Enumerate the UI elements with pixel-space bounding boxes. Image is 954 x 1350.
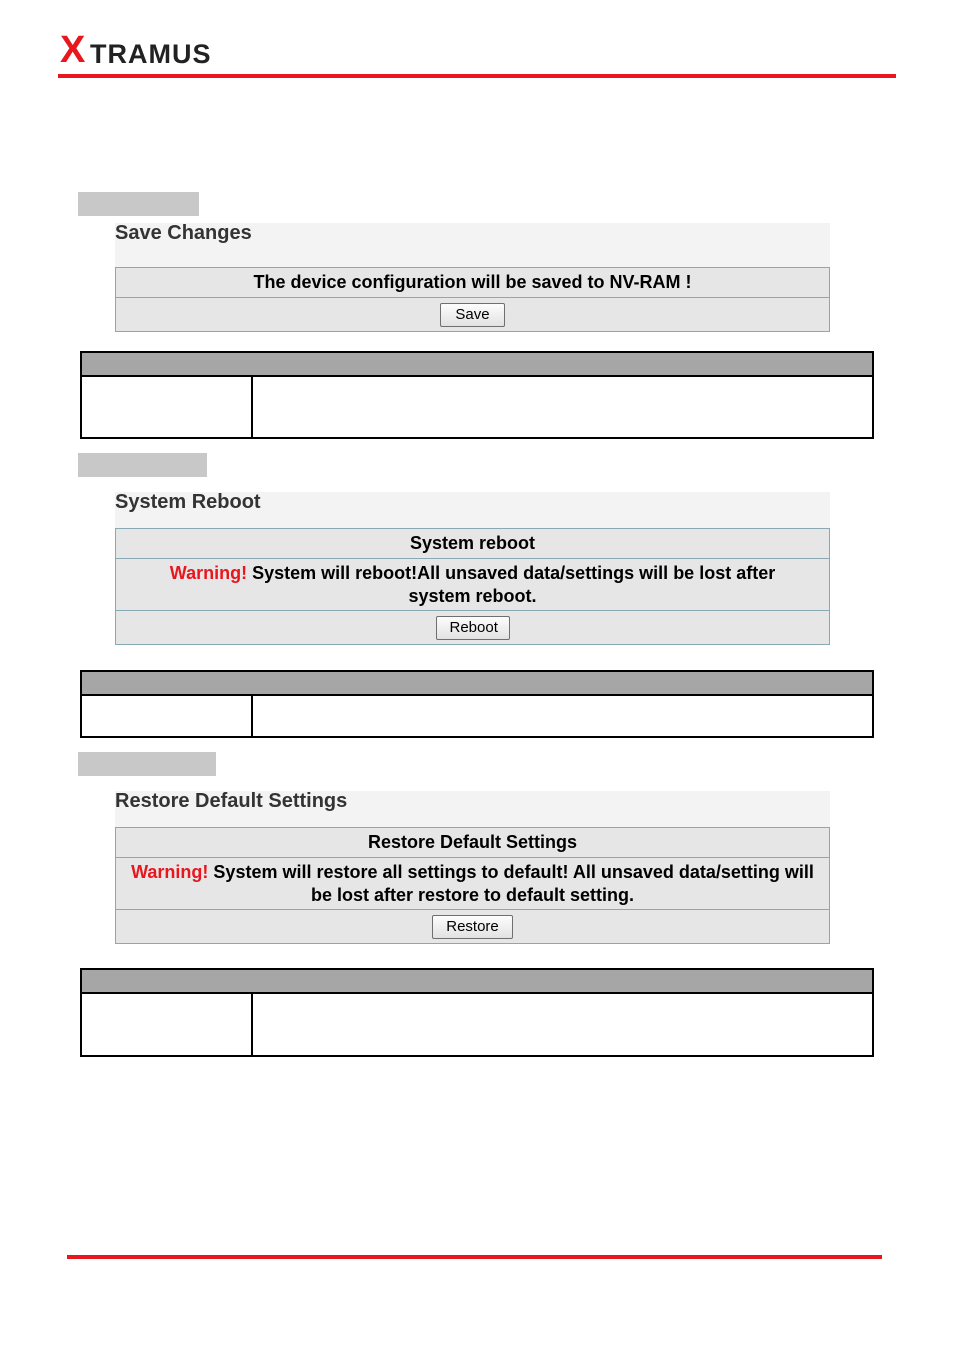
- footer-rule: [67, 1255, 882, 1259]
- description-header: [82, 970, 872, 994]
- section-tab-restore: [78, 752, 216, 776]
- panel-title: [115, 791, 830, 827]
- header-rule: [58, 74, 896, 78]
- reboot-button-row: [116, 610, 829, 644]
- warning-label: Warning!: [131, 862, 209, 882]
- warning-label: Warning!: [169, 563, 248, 583]
- restore-config-table: [115, 827, 830, 944]
- panel-title-text: Save Changes: [115, 222, 252, 244]
- reboot-config-table: [115, 528, 830, 645]
- restore-warning: [116, 857, 829, 909]
- save-changes-panel: [115, 223, 830, 332]
- reboot-button[interactable]: Reboot: [436, 616, 510, 640]
- description-row: [82, 377, 872, 439]
- description-cell-label: [82, 994, 253, 1057]
- description-cell-label: [82, 696, 253, 738]
- save-message: The device configuration will be saved to NV-RAM !: [253, 272, 692, 292]
- save-description-table: [80, 351, 874, 439]
- reboot-description-table: [80, 670, 874, 738]
- panel-title-text: System Reboot: [115, 491, 261, 513]
- section-tab-reboot: [78, 453, 207, 477]
- save-config-table: [115, 267, 830, 332]
- description-header: [82, 672, 872, 696]
- section-tab-save: [78, 192, 199, 216]
- description-cell-value: [253, 696, 872, 738]
- logo-x: X: [60, 29, 86, 71]
- warning-text: System will restore all settings to default! All unsaved data/setting will be lost after restore to default setting.: [208, 862, 814, 905]
- restore-button[interactable]: Restore: [432, 915, 513, 939]
- logo-text: TRAMUS: [90, 39, 212, 69]
- save-button-row: [116, 297, 829, 331]
- reboot-header: System reboot: [409, 533, 536, 553]
- description-cell-label: [82, 377, 253, 439]
- panel-title-text: Restore Default Settings: [115, 790, 348, 812]
- warning-text: System will reboot!All unsaved data/settings will be lost after system reboot.: [247, 563, 776, 606]
- save-button[interactable]: Save: [440, 303, 505, 327]
- panel-title: [115, 223, 830, 267]
- description-header: [82, 353, 872, 377]
- description-cell-value: [253, 377, 872, 439]
- system-reboot-panel: [115, 492, 830, 645]
- restore-header: Restore Default Settings: [367, 832, 578, 852]
- panel-title: [115, 492, 830, 528]
- reboot-warning: [116, 558, 829, 610]
- restore-button-row: [116, 909, 829, 943]
- description-cell-value: [253, 994, 872, 1057]
- restore-default-panel: [115, 791, 830, 944]
- description-row: [82, 696, 872, 738]
- description-row: [82, 994, 872, 1057]
- restore-description-table: [80, 968, 874, 1057]
